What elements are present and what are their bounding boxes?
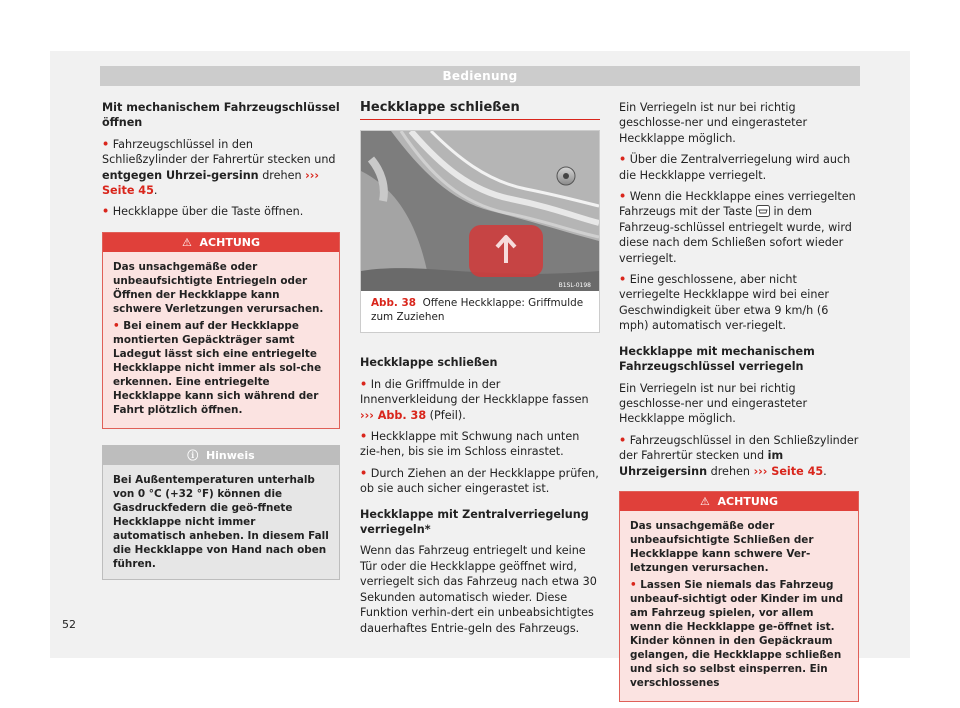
info-icon: ⓘ bbox=[187, 448, 199, 462]
page-reference-link[interactable]: ››› Seite 45 bbox=[753, 464, 824, 478]
tailgate-photo bbox=[361, 131, 599, 291]
section-header: Bedienung bbox=[100, 66, 860, 86]
text: Eine geschlossene, aber nicht verriegelte Heckklappe wird bei einer Geschwindigkeit über etwa 9 km/h (6 mph) automatisch ver-riegelt. bbox=[619, 273, 829, 333]
note-title: Hinweis bbox=[205, 448, 255, 462]
text: In die Griffmulde in der Innenverkleidung der Heckklappe fassen bbox=[360, 377, 589, 407]
bullet-insert-key bbox=[102, 137, 340, 199]
figure-reference-link[interactable]: ››› Abb. 38 bbox=[360, 408, 427, 422]
page-reference-link[interactable]: ››› Seite 45 bbox=[102, 168, 319, 198]
bullet-dot: • bbox=[360, 430, 368, 444]
text: Lassen Sie niemals das Fahrzeug unbeauf-sichtigt oder Kinder im und am Fahrzeug spielen, vor allem wenn die Heckklappe ge-öffnet ist. Kinder können in den Gepäckraum gelangen, die Heckklappe schließen und sich so selbst einsperren. Ein verschlossenes bbox=[630, 578, 844, 689]
paragraph-lock-condition-2: Ein Verriegeln ist nur bei richtig geschlosse-ner und eingerasteter Heckklappe möglich. bbox=[619, 381, 808, 426]
text: Bei einem auf der Heckklappe montierten Gepäckträger samt Ladegut lässt sich eine entriegelte Heckklappe nicht immer als sol-che erkennen. Eine entriegelte Heckklappe kann sich während der Fahrt plötzlich öffnen. bbox=[113, 319, 322, 416]
text: Heckklappe mit Schwung nach unten zie-hen, bis sie im Schloss einrastet. bbox=[360, 430, 580, 459]
bullet-dot: • bbox=[102, 137, 110, 151]
warning-text: Das unsachgemäße oder unbeaufsichtigte Schließen der Heckklappe kann schwere Ver-letzungen verursachen. bbox=[630, 519, 814, 574]
column-left bbox=[102, 100, 340, 580]
heading-close: Heckklappe schließen bbox=[360, 356, 498, 370]
text: Über die Zentralverriegelung wird auch die Heckklappe verriegelt. bbox=[619, 153, 851, 182]
bullet-central bbox=[619, 152, 859, 183]
bullet-dot: • bbox=[360, 377, 368, 391]
bullet-dot: • bbox=[102, 205, 110, 219]
figure bbox=[360, 130, 600, 333]
bullet-check bbox=[360, 466, 600, 497]
text: drehen bbox=[707, 464, 754, 478]
text: drehen bbox=[258, 168, 306, 182]
heading-mechanical-lock: Heckklappe mit mechanischem Fahrzeugschlüssel verriegeln bbox=[619, 344, 815, 374]
note-text: Bei Außentemperaturen unterhalb von 0 °C (+32 °F) können die Gasdruckfedern die geö-ffnete Heckklappe nicht immer automatisch anheben. In diesem Fall die Heckklappe von Hand nach oben führen. bbox=[113, 473, 329, 570]
bullet-pull bbox=[360, 429, 600, 460]
page-number: 52 bbox=[62, 618, 76, 631]
note-box bbox=[102, 445, 340, 580]
text: (Pfeil). bbox=[426, 408, 466, 422]
text: Wenn die Heckklappe eines verriegelten Fahrzeugs mit der Taste bbox=[619, 190, 856, 219]
bold-text: entgegen Uhrzei-gersinn bbox=[102, 168, 259, 182]
text: Fahrzeugschlüssel in den Schließzylinder der Fahrertür stecken und bbox=[619, 433, 859, 463]
bullet-dot: • bbox=[619, 273, 627, 287]
bullet-dot: • bbox=[630, 578, 637, 591]
paragraph-auto-lock: Wenn das Fahrzeug entriegelt und keine Tür oder die Heckklappe geöffnet wird, verriegelt sich das Fahrzeug nach etwa 30 Sekunden automatisch wieder. Diese Funktion verhin-dert ein unbeabsichtigtes dauerhaftes Entrie-geln des Fahrzeugs. bbox=[360, 544, 597, 635]
section-title: Heckklappe schließen bbox=[360, 100, 600, 120]
warning-box bbox=[102, 232, 340, 429]
warning-bullet bbox=[113, 319, 329, 417]
text: . bbox=[153, 184, 158, 198]
text: Fahrzeugschlüssel in den Schließzylinder der Fahrertür stecken und bbox=[102, 137, 336, 167]
warning-title: ACHTUNG bbox=[199, 235, 260, 249]
text: Durch Ziehen an der Heckklappe prüfen, ob sie auch sicher eingerastet ist. bbox=[360, 466, 599, 496]
figure-label: Abb. 38 bbox=[371, 297, 416, 310]
bullet-speed-lock bbox=[619, 272, 859, 334]
text: . bbox=[823, 464, 827, 478]
warning-triangle-icon: ⚠ bbox=[181, 235, 192, 249]
warning-body bbox=[620, 511, 858, 701]
warning-box bbox=[619, 491, 859, 702]
paragraph-lock-condition: Ein Verriegeln ist nur bei richtig geschlosse-ner und eingerasteter Heckklappe möglich. bbox=[619, 101, 808, 145]
heading-open-mechanical: Mit mechanischem Fahrzeugschlüssel öffnen bbox=[102, 101, 340, 130]
text: Heckklappe über die Taste öffnen. bbox=[112, 205, 304, 219]
bullet-dot: • bbox=[619, 190, 627, 204]
bullet-open-button bbox=[102, 204, 340, 219]
bullet-grab bbox=[360, 377, 600, 423]
column-middle bbox=[360, 100, 600, 642]
warning-bullet bbox=[630, 578, 848, 690]
warning-header bbox=[620, 492, 858, 511]
bullet-key-button bbox=[619, 189, 859, 266]
column-right bbox=[619, 100, 859, 702]
warning-title: ACHTUNG bbox=[717, 494, 778, 508]
tailgate-key-icon bbox=[756, 205, 770, 217]
bullet-turn-key bbox=[619, 433, 859, 479]
warning-header bbox=[103, 233, 339, 252]
bold-text: im Uhrzeigersinn bbox=[619, 449, 784, 478]
bullet-dot: • bbox=[619, 433, 627, 447]
figure-code: B1SL-0198 bbox=[558, 282, 591, 290]
figure-caption bbox=[361, 291, 599, 332]
caption-text: Offene Heckklappe: Griffmulde zum Zuziehen bbox=[371, 297, 584, 323]
bullet-dot: • bbox=[619, 153, 627, 167]
note-header bbox=[103, 446, 339, 465]
heading-central-locking: Heckklappe mit Zentralverriegelung verriegeln* bbox=[360, 507, 589, 537]
warning-triangle-icon: ⚠ bbox=[699, 494, 710, 508]
warning-body bbox=[103, 252, 339, 428]
bullet-dot: • bbox=[113, 319, 120, 332]
warning-text: Das unsachgemäße oder unbeaufsichtigte Entriegeln oder Öffnen der Heckklappe kann schwere Verletzungen verursachen. bbox=[113, 260, 324, 315]
bullet-dot: • bbox=[360, 466, 368, 480]
text: in dem Fahrzeug-schlüssel entriegelt wurde, wird diese nach dem Schließen sofort wieder verriegelt. bbox=[619, 205, 852, 265]
